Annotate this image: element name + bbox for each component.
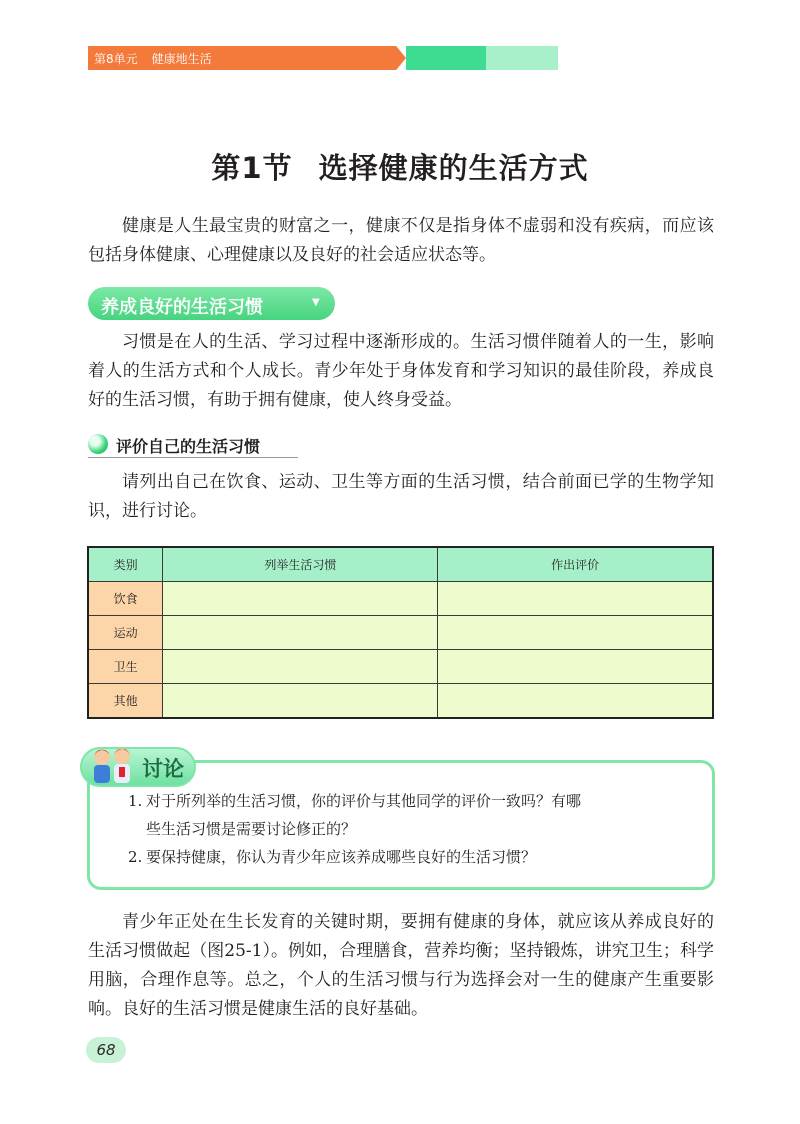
category-cell: 卫生 [88,650,163,684]
evaluation-cell[interactable] [438,582,713,616]
category-cell: 运动 [88,616,163,650]
habit-table [87,546,714,719]
section-heading-label: 养成良好的生活习惯 [101,297,263,318]
activity-instruction: 请列出自己在饮食、运动、卫生等方面的生活习惯，结合前面已学的生物学知识，进行讨论。 [88,472,714,521]
table-row [88,582,713,616]
table-row [88,684,713,719]
table-header-row [88,547,713,582]
habit-entry-cell[interactable] [163,650,438,684]
evaluation-cell[interactable] [438,650,713,684]
triangle-down-icon: ▼ [312,297,320,308]
table-row [88,616,713,650]
students-icon [88,743,136,787]
intro-paragraph: 健康是人生最宝贵的财富之一，健康不仅是指身体不虚弱和没有疾病，而应该包括身体健康、心理健康以及良好的社会适应状态等。 [88,216,714,265]
discussion-title: 讨论 [142,757,184,781]
table-header: 作出评价 [438,547,713,582]
table-header: 类别 [88,547,163,582]
habit-entry-cell[interactable] [163,616,438,650]
table-row [88,650,713,684]
question-1 [128,787,581,843]
category-cell: 其他 [88,684,163,719]
table-header: 列举生活习惯 [163,547,438,582]
question-number: 2. [128,848,143,866]
activity-title: 评价自己的生活习惯 [116,437,261,456]
unit-banner [88,46,470,70]
question-text: 对于所列举的生活习惯，你的评价与其他同学的评价一致吗？有哪 [146,792,582,810]
unit-number: 第8单元 [94,52,138,66]
habit-entry-cell[interactable] [163,684,438,719]
habit-paragraph: 习惯是在人的生活、学习过程中逐渐形成的。生活习惯伴随着人的一生，影响着人的生活方式和个人成长。青少年处于身体发育和学习知识的最佳阶段，养成良好的生活习惯，有助于拥有健康，使人终身受益。 [88,332,714,410]
page-number: 68 [86,1037,126,1063]
discussion-label [80,747,196,787]
closing-paragraph: 青少年正处在生长发育的关键时期，要拥有健康的身体，就应该从养成良好的生活习惯做起（图25-1）。例如，合理膳食，营养均衡；坚持锻炼，讲究卫生；科学用脑，合理作息等。总之，个人的生活习惯与行为选择会对一生的健康产生重要影响。良好的生活习惯是健康生活的良好基础。 [88,912,714,1019]
evaluation-cell[interactable] [438,616,713,650]
question-text: 要保持健康，你认为青少年应该养成哪些良好的生活习惯？ [146,848,537,866]
category-cell: 饮食 [88,582,163,616]
section-number: 第1节 [211,151,293,185]
section-heading [88,287,335,320]
activity-heading [88,430,298,458]
question-text-cont: 些生活习惯是需要讨论修正的？ [146,820,357,838]
habit-entry-cell[interactable] [163,582,438,616]
question-2 [128,843,536,871]
green-ball-icon [88,434,108,454]
page-title [0,146,800,187]
question-number: 1. [128,792,143,810]
unit-title: 健康地生活 [151,52,212,66]
evaluation-cell[interactable] [438,684,713,719]
section-name: 选择健康的生活方式 [318,151,589,185]
